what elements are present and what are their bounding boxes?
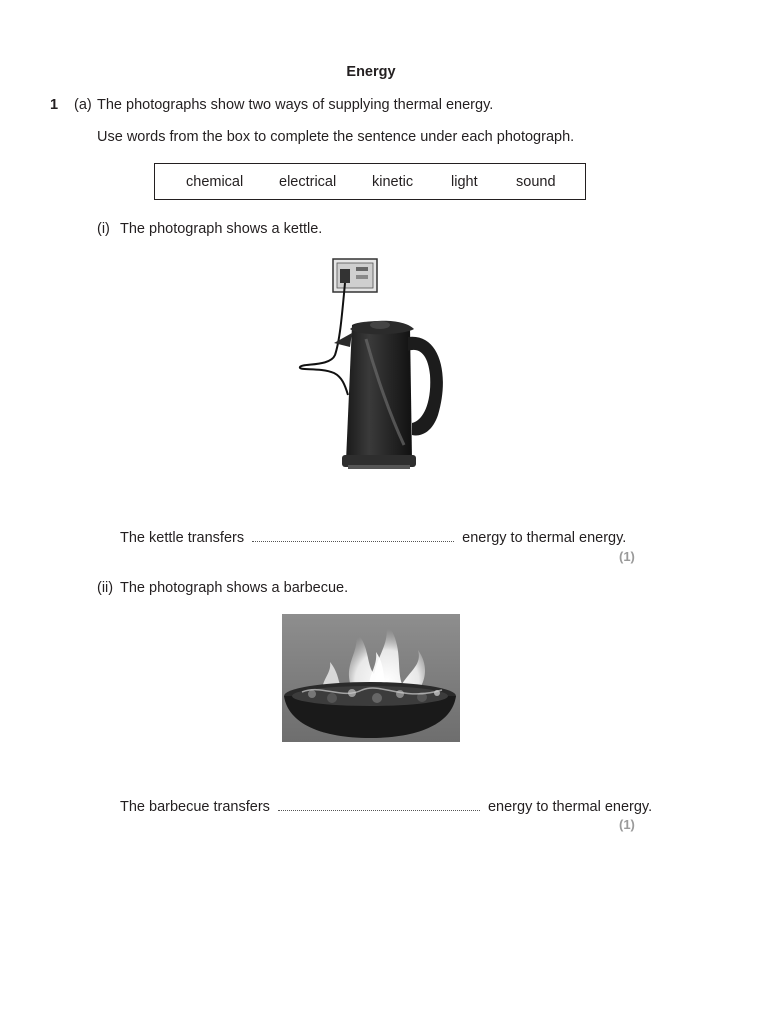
sub-question-ii-prompt: The photograph shows a barbecue. [120,580,349,596]
word-box-item: kinetic [372,174,414,190]
question-part-label: (a) [74,97,92,113]
sentence-ii-end: energy to thermal energy. [487,799,653,815]
barbecue-photo [282,614,460,742]
sub-question-i-label: (i) [97,221,110,237]
word-box-item: sound [516,174,556,190]
word-box-item: light [451,174,478,190]
sub-question-i-sentence [120,529,626,547]
answer-blank-i[interactable] [252,529,454,542]
marks-ii: (1) [619,817,635,832]
sentence-i-start: The kettle transfers [120,530,245,546]
sentence-ii-start: The barbecue transfers [120,799,270,815]
word-box [154,163,586,200]
question-intro: The photographs show two ways of supplying thermal energy. [97,97,494,113]
word-box-item: chemical [186,174,244,190]
sub-question-ii-sentence [120,798,652,816]
kettle-photo [290,255,455,475]
sub-question-i-prompt: The photograph shows a kettle. [120,221,323,237]
sentence-i-end: energy to thermal energy. [462,530,627,546]
word-box-item: electrical [279,174,337,190]
question-number: 1 [50,97,59,113]
sub-question-ii-label: (ii) [97,580,114,596]
marks-i: (1) [619,549,635,564]
answer-blank-ii[interactable] [278,798,480,811]
question-instruction: Use words from the box to complete the sentence under each photograph. [97,129,575,145]
page-title: Energy [346,64,396,80]
